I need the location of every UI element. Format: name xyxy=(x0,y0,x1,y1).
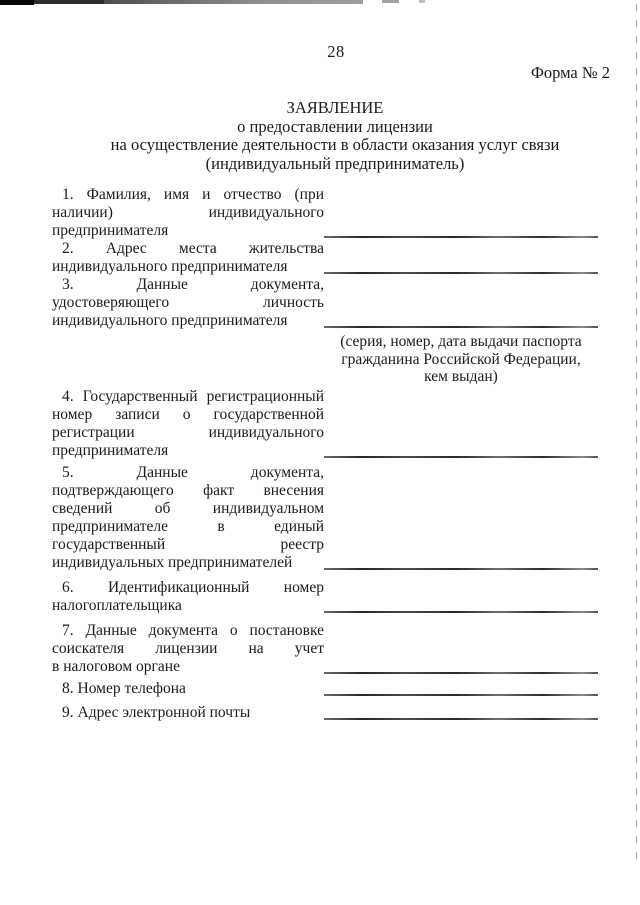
form-item-6 xyxy=(52,579,598,615)
scan-artifact-segment xyxy=(382,0,399,3)
form-item-text-line: индивидуального предпринимателя xyxy=(52,312,288,329)
form-item-3 xyxy=(52,276,598,330)
blank-field-line xyxy=(324,611,598,613)
form-item-text-line: 6. Идентификационный номер xyxy=(62,578,324,596)
form-item-text-line: 7. Данные документа о постановке xyxy=(62,621,324,639)
scan-artifact-segment xyxy=(419,0,425,3)
scan-artifact-segment xyxy=(104,0,363,4)
form-item-text-line: регистрации индивидуального xyxy=(52,423,324,441)
field-caption-line: кем выдан) xyxy=(424,368,498,385)
form-item-2 xyxy=(52,240,598,276)
form-item-9 xyxy=(52,704,598,722)
form-item-1 xyxy=(52,186,598,240)
form-item-text-line: индивидуальных предпринимателей xyxy=(52,553,293,571)
form-item-text-line: сведений об индивидуальном xyxy=(52,499,324,517)
form-item-5 xyxy=(52,464,598,572)
form-item-text xyxy=(52,186,324,240)
form-item-text-line: номер записи о государственной xyxy=(52,405,324,423)
form-item-text-line: 8. Номер телефона xyxy=(62,679,186,697)
form-item-text-line: 4. Государственный регистрационный xyxy=(62,387,324,405)
form-item-text-line: удостоверяющего личность xyxy=(52,294,324,311)
blank-field-line xyxy=(324,236,598,238)
form-body xyxy=(52,186,598,722)
form-item-text xyxy=(52,240,324,276)
blank-field-line xyxy=(324,326,598,328)
form-item-text-line: предпринимателя xyxy=(52,441,169,459)
form-item-text-line: 2. Адрес места жительства xyxy=(62,240,324,257)
field-caption-line: гражданина Российской Федерации, xyxy=(341,350,581,368)
document-title xyxy=(30,99,640,173)
blank-field-line xyxy=(324,568,598,570)
form-item-text-line: государственный реестр xyxy=(52,535,324,553)
form-item-text-line: соискателя лицензии на учет xyxy=(52,639,324,657)
blank-field-line xyxy=(324,718,598,720)
form-item-text-line: в налоговом органе xyxy=(52,657,180,675)
form-item-text xyxy=(52,464,324,572)
form-item-field xyxy=(324,579,598,615)
form-item-text xyxy=(52,680,324,698)
form-item-text-line: предпринимателе в единый xyxy=(52,517,324,535)
form-item-text-line: наличии) индивидуального xyxy=(52,204,324,221)
form-item-text xyxy=(52,388,324,460)
form-item-text-line: 1. Фамилия, имя и отчество (при xyxy=(62,186,324,203)
form-item-text xyxy=(52,579,324,615)
form-item-field xyxy=(324,704,598,722)
form-item-field xyxy=(324,680,598,698)
page-number: 28 xyxy=(327,42,345,61)
title-line: (индивидуальный предприниматель) xyxy=(205,153,465,173)
title-line: на осуществление деятельности в области оказания услуг связи xyxy=(110,135,560,154)
form-item-text-line: 5. Данные документа, xyxy=(62,463,324,481)
form-item-field xyxy=(324,240,598,276)
blank-field-line xyxy=(324,456,598,458)
form-item-4 xyxy=(52,388,598,460)
field-caption xyxy=(324,333,598,386)
form-number-label: Форма № 2 xyxy=(530,63,610,82)
form-item-text-line: индивидуального предпринимателя xyxy=(52,258,288,275)
form-item-text-line: налогоплательщика xyxy=(52,596,182,614)
form-item-text-line: 9. Адрес электронной почты xyxy=(62,703,251,721)
form-item-text xyxy=(52,276,324,330)
form-item-8 xyxy=(52,680,598,698)
blank-field-line xyxy=(324,272,598,274)
form-item-field xyxy=(324,622,598,676)
form-item-text xyxy=(52,622,324,676)
blank-field-line xyxy=(324,694,598,696)
scan-artifact-top-edge xyxy=(0,0,640,6)
form-item-field xyxy=(324,276,598,330)
form-item-field xyxy=(324,464,598,572)
form-item-text-line: 3. Данные документа, xyxy=(62,276,324,293)
scan-artifact-segment xyxy=(0,0,34,5)
field-caption-line: (серия, номер, дата выдачи паспорта xyxy=(340,333,582,350)
form-item-text xyxy=(52,704,324,722)
scan-artifact-segment xyxy=(34,0,104,4)
form-item-text-line: подтверждающего факт внесения xyxy=(52,481,324,499)
title-line: ЗАЯВЛЕНИЕ xyxy=(286,98,384,117)
blank-field-line xyxy=(324,672,598,674)
form-item-7 xyxy=(52,622,598,676)
form-item-text-line: предпринимателя xyxy=(52,222,169,239)
form-item-field xyxy=(324,186,598,240)
title-line: о предоставлении лицензии xyxy=(237,116,433,136)
form-item-field xyxy=(324,388,598,460)
